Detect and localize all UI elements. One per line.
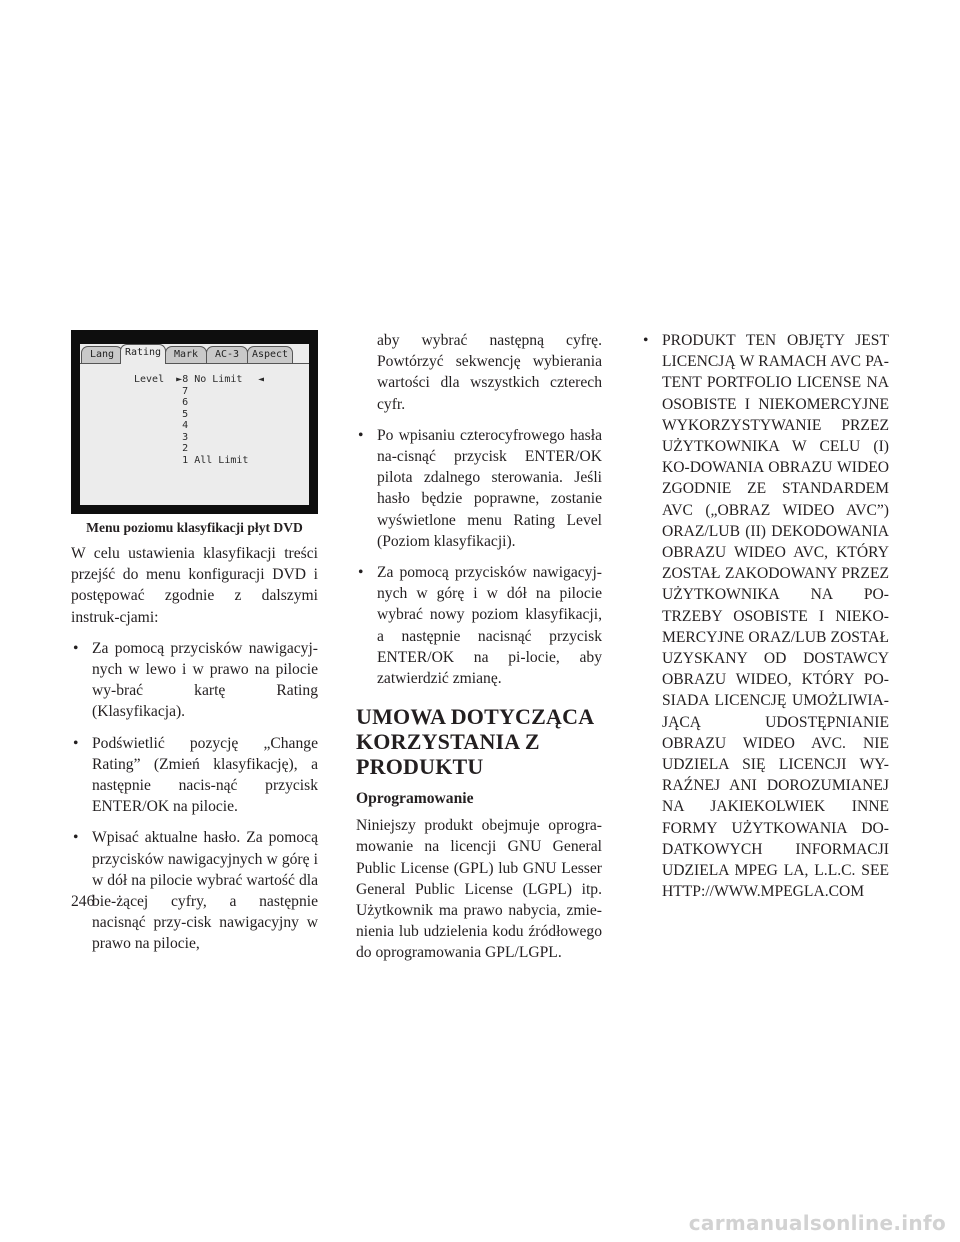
dvd-level-label: Level [134, 374, 165, 385]
list-item: • Po wpisaniu czterocyfrowego hasła na-cisnąć przycisk ENTER/OK pilota zdalnego sterowania. Jeśli hasło będzie poprawne, zostanie wyświetlone menu Rating Level (Poziom klasyfikacji). [356, 425, 602, 552]
dvd-level-item: 7 [182, 385, 189, 397]
dvd-tab-rating: Rating [120, 344, 166, 364]
watermark: carmanualsonline.info [688, 1211, 946, 1235]
dvd-level-item: 1 All Limit [182, 454, 249, 466]
intro-paragraph: W celu ustawienia klasyfikacji treści przejść do menu konfiguracji DVD i postępować zgodnie z dalszymi instruk-cjami: [71, 545, 318, 626]
dvd-tab-ac3: AC-3 [206, 346, 248, 364]
dvd-level-item: 6 [182, 397, 189, 408]
list-item: • Podświetlić pozycję „Change Rating” (Zmień klasyfikację), a następnie nacis-nąć przycisk ENTER/OK na pilocie. [71, 733, 318, 818]
dvd-level-list [134, 374, 248, 466]
dvd-level-item: 5 [182, 408, 189, 420]
dvd-level-item: 2 [182, 443, 189, 454]
dvd-level-item: 4 [182, 420, 189, 431]
figure-caption: Menu poziomu klasyfikacji płyt DVD [86, 520, 303, 535]
list-item: • Za pomocą przycisków nawigacyj-nych w lewo i w prawo na pilocie wy-brać kartę Rating (Klasyfikacja). [71, 638, 318, 723]
dvd-rating-menu-screenshot [71, 330, 318, 514]
software-paragraph: Niniejszy produkt obejmuje oprogra-mowanie na licencji GNU General Public License (GPL) lub GNU Lesser General Public License (LGPL) itp. Użytkownik ma prawo nabycia, zmie-nienia lub udzielenia kodu źródłowego do oprogramowania GPL/LGPL. [356, 817, 602, 962]
dvd-tab-bar [80, 344, 309, 363]
license-notice: • PRODUKT TEN OBJĘTY JEST LICENCJĄ W RAMACH AVC PA-TENT PORTFOLIO LICENSE NA OSOBISTE I NIEKOMERCYJNE WYKORZYSTYWANIE PRZEZ UŻYTKOWNIKA W CELU (I) KO-DOWANIA OBRAZU WIDEO ZGODNIE ZE STANDARDEM AVC („OBRAZ WIDEO AVC”) ORAZ/LUB (II) DEKODOWANIA OBRAZU WIDEO AVC, KTÓRY ZOSTAŁ ZAKODOWANY PRZEZ UŻYTKOWNIKA NA PO-TRZEBY OSOBISTE I NIEKO-MERCYJNE ORAZ/LUB ZOSTAŁ UZYSKANY OD DOSTAWCY OBRAZU WIDEO, KTÓRY PO-SIADA LICENCJĘ UMOŻLIWIA-JĄCĄ UDOSTĘPNIANIE OBRAZU WIDEO AVC. NIE UDZIELA SIĘ LICENCJI WY-RAŹNEJ ANI DOROZUMIANEJ NA JAKIEKOLWIEK INNE FORMY UŻYTKOWANIA DO-DATKOWYCH INFORMACJI UDZIELA MPEG LA, L.L.C. SEE HTTP://WWW.MPEGLA.COM [641, 330, 889, 902]
list-item-continuation: aby wybrać następną cyfrę. Powtórzyć sekwencję wybierania wartości dla wszystkich czterech cyfr. [377, 332, 602, 413]
page-number: 246 [71, 893, 95, 910]
column-3 [641, 330, 889, 912]
license-list [641, 330, 889, 902]
dvd-tab-divider [80, 363, 309, 364]
instruction-list-continued [356, 330, 602, 689]
section-heading: UMOWA DOTYCZĄCA KORZYSTANIA Z PRODUKTU [356, 704, 594, 780]
list-item: • Wpisać aktualne hasło. Za pomocą przycisków nawigacyjnych w górę i w dół na pilocie wybrać wartość dla bie-żącej cyfry, a następnie nacisnąć przy-cisk nawigacyjny w prawo na pilocie, [71, 827, 318, 954]
dvd-tab-mark: Mark [165, 346, 207, 364]
dvd-selector-icon: ◄ [258, 374, 265, 385]
dvd-level-item: 8 No Limit [182, 374, 243, 385]
dvd-tab-lang: Lang [81, 346, 123, 364]
dvd-pointer-icon: ► [176, 374, 183, 385]
column-2 [356, 330, 602, 964]
column-1 [71, 330, 318, 965]
dvd-menu-panel [80, 344, 309, 505]
dvd-level-item: 3 [182, 431, 189, 443]
dvd-tab-aspect: Aspect [247, 346, 293, 364]
instruction-list [71, 638, 318, 955]
subsection-heading: Oprogramowanie [356, 790, 474, 808]
list-item: • Za pomocą przycisków nawigacyj-nych w górę i w dół na pilocie wybrać nowy poziom klasyfikacji, a następnie nacisnąć przycisk ENTER/OK na pi-locie, aby zatwierdzić zmianę. [356, 562, 602, 689]
